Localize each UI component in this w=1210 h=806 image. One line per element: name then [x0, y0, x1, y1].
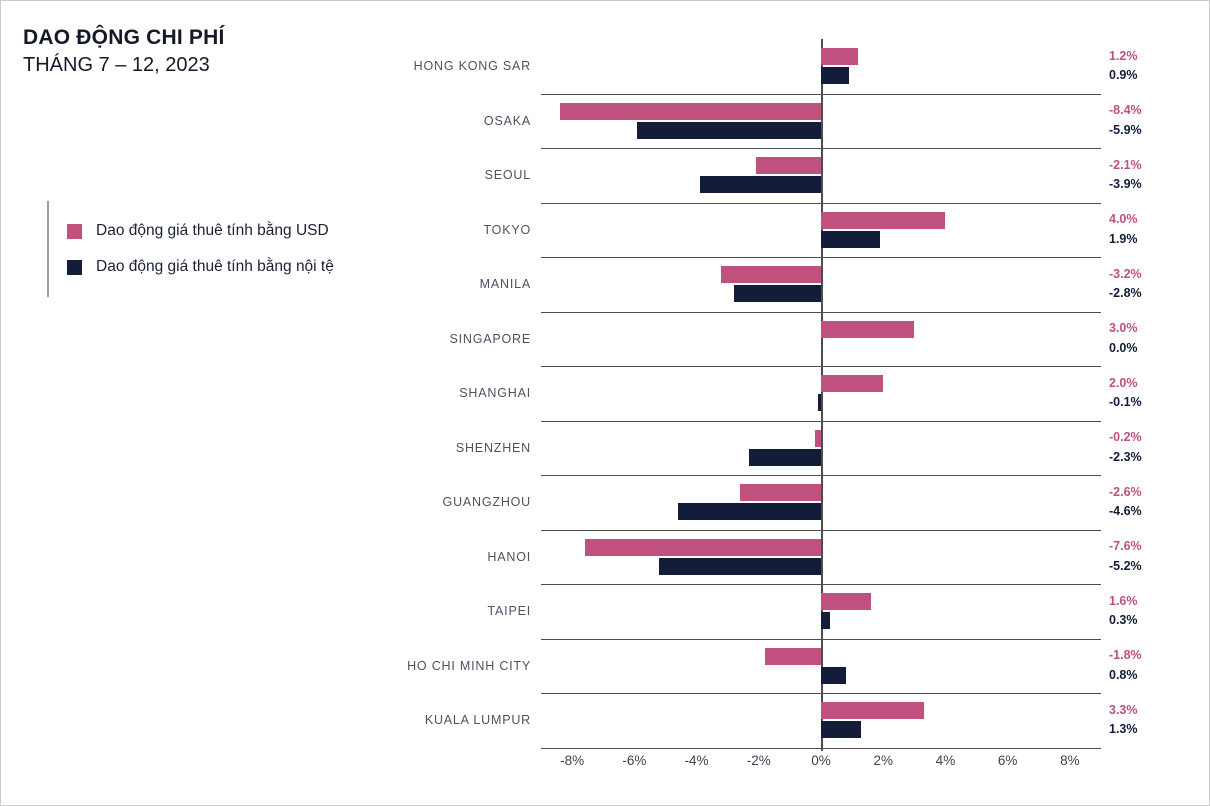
zero-line — [821, 39, 823, 751]
bar-usd — [821, 702, 924, 719]
bar-local — [818, 394, 821, 411]
bar-local — [821, 67, 849, 84]
value-label-local: -2.3% — [1109, 449, 1142, 464]
bar-local — [678, 503, 821, 520]
row-separator — [541, 748, 1101, 749]
category-row — [381, 39, 539, 94]
bar-usd — [821, 212, 945, 229]
legend-swatch-local — [67, 260, 82, 275]
row-separator — [541, 94, 1101, 95]
bar-usd — [560, 103, 821, 120]
legend-item-local — [67, 258, 334, 276]
value-label-usd: -3.2% — [1109, 266, 1142, 281]
row-separator — [541, 530, 1101, 531]
category-label: HANOI — [487, 549, 531, 564]
value-labels-column — [1109, 39, 1189, 751]
axis-tick-label: 0% — [811, 753, 831, 768]
category-row — [381, 148, 539, 203]
category-label: SINGAPORE — [449, 331, 531, 346]
category-label: SHENZHEN — [455, 440, 531, 455]
value-label-usd: -8.4% — [1109, 103, 1142, 118]
axis-tick-label: -2% — [746, 753, 771, 768]
bar-usd — [585, 539, 821, 556]
chart-legend — [47, 201, 334, 297]
value-label-local: -5.9% — [1109, 122, 1142, 137]
bar-local — [637, 122, 821, 139]
category-label: TAIPEI — [487, 604, 531, 619]
row-separator — [541, 584, 1101, 585]
row-separator — [541, 148, 1101, 149]
title-block — [23, 25, 225, 78]
value-label-usd: -2.6% — [1109, 484, 1142, 499]
x-axis — [541, 753, 1101, 777]
axis-tick-label: 2% — [873, 753, 893, 768]
value-label-row — [1109, 366, 1189, 421]
bar-local — [821, 721, 861, 738]
bar-local — [700, 176, 821, 193]
value-label-row — [1109, 421, 1189, 476]
value-label-local: -5.2% — [1109, 558, 1142, 573]
category-row — [381, 366, 539, 421]
category-row — [381, 475, 539, 530]
legend-item-usd — [67, 222, 334, 240]
value-label-row — [1109, 475, 1189, 530]
row-separator — [541, 475, 1101, 476]
category-label: SHANGHAI — [459, 386, 531, 401]
bar-local — [734, 285, 821, 302]
category-row — [381, 584, 539, 639]
legend-swatch-usd — [67, 224, 82, 239]
axis-tick-label: -6% — [622, 753, 647, 768]
value-label-row — [1109, 639, 1189, 694]
bar-usd — [740, 484, 821, 501]
axis-tick-label: -8% — [560, 753, 585, 768]
value-label-local: 0.0% — [1109, 340, 1138, 355]
value-label-usd: -7.6% — [1109, 539, 1142, 554]
category-label: MANILA — [479, 277, 531, 292]
row-separator — [541, 312, 1101, 313]
bar-usd — [821, 593, 871, 610]
value-label-local: 0.3% — [1109, 613, 1138, 628]
chart-area — [381, 39, 1141, 759]
row-separator — [541, 421, 1101, 422]
category-label: GUANGZHOU — [442, 495, 531, 510]
value-label-row — [1109, 584, 1189, 639]
value-label-usd: 1.2% — [1109, 48, 1138, 63]
bar-local — [821, 231, 880, 248]
category-label: TOKYO — [483, 222, 531, 237]
value-label-local: -2.8% — [1109, 286, 1142, 301]
category-label: SEOUL — [484, 168, 531, 183]
value-label-local: 1.9% — [1109, 231, 1138, 246]
category-row — [381, 312, 539, 367]
value-label-usd: -2.1% — [1109, 157, 1142, 172]
plot-region — [541, 39, 1101, 751]
legend-label-local: Dao động giá thuê tính bằng nội tệ — [96, 258, 334, 275]
value-label-row — [1109, 257, 1189, 312]
page-subtitle: THÁNG 7 – 12, 2023 — [23, 54, 210, 77]
axis-tick-label: -4% — [684, 753, 709, 768]
category-label: KUALA LUMPUR — [424, 713, 531, 728]
row-separator — [541, 366, 1101, 367]
category-row — [381, 530, 539, 585]
bar-local — [821, 667, 846, 684]
value-label-usd: 4.0% — [1109, 212, 1138, 227]
bar-local — [659, 558, 821, 575]
value-label-local: -4.6% — [1109, 504, 1142, 519]
bar-usd — [765, 648, 821, 665]
value-label-usd: 3.0% — [1109, 321, 1138, 336]
bar-local — [821, 612, 830, 629]
value-label-local: 0.8% — [1109, 667, 1138, 682]
value-label-row — [1109, 312, 1189, 367]
category-row — [381, 94, 539, 149]
value-label-row — [1109, 94, 1189, 149]
row-separator — [541, 639, 1101, 640]
legend-label-usd: Dao động giá thuê tính bằng USD — [96, 222, 329, 239]
category-axis — [381, 39, 539, 751]
value-label-local: 1.3% — [1109, 722, 1138, 737]
axis-tick-label: 6% — [997, 753, 1018, 768]
value-label-usd: 1.6% — [1109, 593, 1138, 608]
bar-local — [749, 449, 821, 466]
value-label-row — [1109, 693, 1189, 748]
axis-tick-label: 8% — [1060, 753, 1080, 768]
category-row — [381, 639, 539, 694]
value-label-usd: -0.2% — [1109, 430, 1142, 445]
value-label-usd: 2.0% — [1109, 375, 1138, 390]
category-label: OSAKA — [483, 113, 531, 128]
value-label-row — [1109, 148, 1189, 203]
category-row — [381, 203, 539, 258]
bar-usd — [821, 321, 914, 338]
category-row — [381, 421, 539, 476]
bar-usd — [821, 48, 858, 65]
category-label: HO CHI MINH CITY — [407, 658, 531, 673]
row-separator — [541, 257, 1101, 258]
value-label-row — [1109, 203, 1189, 258]
value-label-row — [1109, 530, 1189, 585]
value-label-usd: 3.3% — [1109, 702, 1138, 717]
value-label-local: 0.9% — [1109, 68, 1138, 83]
value-label-row — [1109, 39, 1189, 94]
bar-usd — [815, 430, 821, 447]
category-row — [381, 693, 539, 748]
page-title: DAO ĐỘNG CHI PHÍ — [23, 26, 225, 49]
value-label-usd: -1.8% — [1109, 648, 1142, 663]
bar-usd — [756, 157, 821, 174]
row-separator — [541, 203, 1101, 204]
value-label-local: -0.1% — [1109, 395, 1142, 410]
bar-usd — [821, 375, 883, 392]
category-row — [381, 257, 539, 312]
bar-usd — [721, 266, 821, 283]
category-label: HONG KONG SAR — [413, 59, 531, 74]
row-separator — [541, 693, 1101, 694]
value-label-local: -3.9% — [1109, 177, 1142, 192]
axis-tick-label: 4% — [935, 753, 956, 768]
